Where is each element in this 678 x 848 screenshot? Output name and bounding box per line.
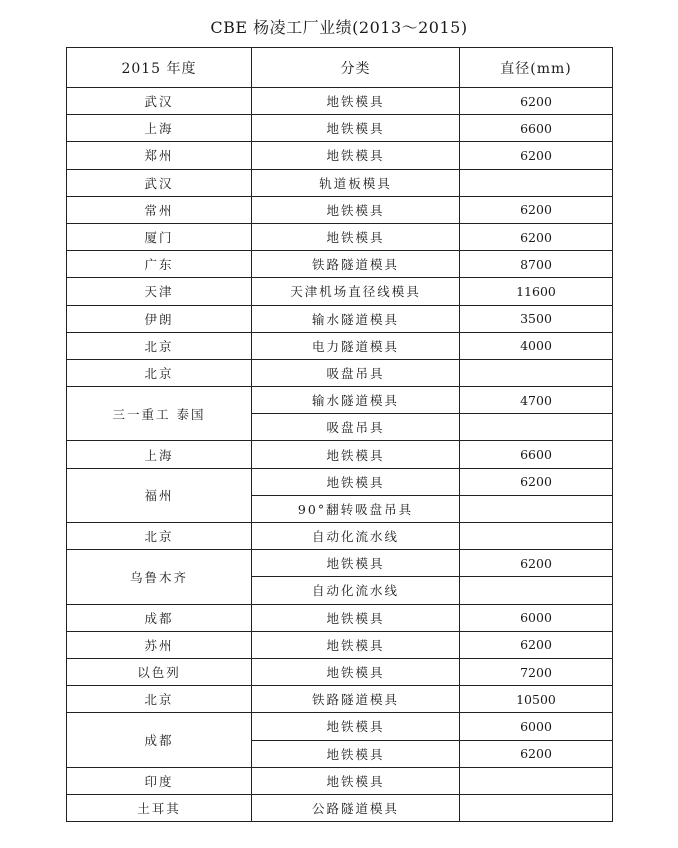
cell-diameter: 6200	[460, 740, 613, 767]
table-row	[67, 305, 613, 332]
table-row	[67, 658, 613, 685]
cell-place: 武汉	[67, 88, 252, 115]
table-row	[67, 278, 613, 305]
cell-diameter	[460, 414, 613, 441]
cell-category: 铁路隧道模具	[252, 686, 460, 713]
header-category: 分类	[252, 48, 460, 88]
document-title: CBE 杨凌工厂业绩(2013～2015)	[210, 18, 468, 37]
cell-diameter: 8700	[460, 251, 613, 278]
cell-category: 电力隧道模具	[252, 332, 460, 359]
cell-diameter	[460, 523, 613, 550]
cell-category: 输水隧道模具	[252, 387, 460, 414]
cell-place: 武汉	[67, 169, 252, 196]
cell-diameter: 6200	[460, 468, 613, 495]
table-row	[67, 169, 613, 196]
cell-category: 地铁模具	[252, 713, 460, 740]
cell-place: 苏州	[67, 631, 252, 658]
cell-place: 北京	[67, 332, 252, 359]
cell-place: 伊朗	[67, 305, 252, 332]
table-row	[67, 359, 613, 386]
cell-place: 北京	[67, 686, 252, 713]
performance-table	[66, 47, 613, 822]
cell-category: 地铁模具	[252, 767, 460, 794]
cell-place: 福州	[67, 468, 252, 522]
cell-category: 吸盘吊具	[252, 414, 460, 441]
cell-category: 地铁模具	[252, 550, 460, 577]
cell-category: 地铁模具	[252, 115, 460, 142]
cell-category: 天津机场直径线模具	[252, 278, 460, 305]
table-body	[67, 88, 613, 822]
table-row	[67, 767, 613, 794]
cell-category: 地铁模具	[252, 740, 460, 767]
table-row	[67, 115, 613, 142]
cell-diameter: 6200	[460, 88, 613, 115]
cell-category: 地铁模具	[252, 142, 460, 169]
cell-category: 地铁模具	[252, 468, 460, 495]
cell-place: 土耳其	[67, 794, 252, 821]
cell-place: 广东	[67, 251, 252, 278]
cell-diameter: 3500	[460, 305, 613, 332]
cell-diameter: 6200	[460, 196, 613, 223]
table-row	[67, 468, 613, 495]
table-row	[67, 251, 613, 278]
cell-diameter: 6600	[460, 115, 613, 142]
cell-category: 地铁模具	[252, 604, 460, 631]
table-row	[67, 604, 613, 631]
cell-diameter: 6200	[460, 631, 613, 658]
table-header	[67, 48, 613, 88]
cell-diameter	[460, 794, 613, 821]
cell-place: 北京	[67, 523, 252, 550]
cell-place: 北京	[67, 359, 252, 386]
table-row	[67, 713, 613, 740]
table-row	[67, 441, 613, 468]
header-year: 2015 年度	[67, 48, 252, 88]
cell-place: 上海	[67, 441, 252, 468]
cell-category: 地铁模具	[252, 223, 460, 250]
cell-category: 90°翻转吸盘吊具	[252, 495, 460, 522]
cell-diameter: 6200	[460, 142, 613, 169]
cell-place: 厦门	[67, 223, 252, 250]
cell-place: 郑州	[67, 142, 252, 169]
cell-place: 常州	[67, 196, 252, 223]
cell-category: 地铁模具	[252, 658, 460, 685]
cell-category: 公路隧道模具	[252, 794, 460, 821]
table-row	[67, 523, 613, 550]
cell-place: 印度	[67, 767, 252, 794]
cell-diameter: 6000	[460, 713, 613, 740]
cell-diameter: 6000	[460, 604, 613, 631]
header-diameter: 直径(mm)	[460, 48, 613, 88]
cell-diameter	[460, 767, 613, 794]
table-row	[67, 686, 613, 713]
cell-category: 自动化流水线	[252, 577, 460, 604]
cell-diameter	[460, 495, 613, 522]
cell-category: 地铁模具	[252, 88, 460, 115]
cell-diameter	[460, 577, 613, 604]
table-row	[67, 196, 613, 223]
table-row	[67, 387, 613, 414]
cell-place: 天津	[67, 278, 252, 305]
cell-place: 三一重工 泰国	[67, 387, 252, 441]
cell-place: 成都	[67, 713, 252, 767]
table-row	[67, 794, 613, 821]
cell-category: 地铁模具	[252, 196, 460, 223]
cell-category: 吸盘吊具	[252, 359, 460, 386]
cell-diameter: 6600	[460, 441, 613, 468]
cell-place: 成都	[67, 604, 252, 631]
table-row	[67, 88, 613, 115]
cell-diameter: 4000	[460, 332, 613, 359]
cell-category: 输水隧道模具	[252, 305, 460, 332]
cell-diameter: 7200	[460, 658, 613, 685]
cell-diameter	[460, 169, 613, 196]
cell-category: 自动化流水线	[252, 523, 460, 550]
table-row	[67, 332, 613, 359]
cell-place: 上海	[67, 115, 252, 142]
cell-diameter	[460, 359, 613, 386]
cell-diameter: 6200	[460, 550, 613, 577]
header-row	[67, 48, 613, 88]
cell-category: 地铁模具	[252, 631, 460, 658]
table-row	[67, 631, 613, 658]
cell-diameter: 6200	[460, 223, 613, 250]
cell-diameter: 4700	[460, 387, 613, 414]
table-row	[67, 550, 613, 577]
cell-diameter: 10500	[460, 686, 613, 713]
table-row	[67, 223, 613, 250]
cell-category: 地铁模具	[252, 441, 460, 468]
cell-diameter: 11600	[460, 278, 613, 305]
table-row	[67, 142, 613, 169]
cell-category: 轨道板模具	[252, 169, 460, 196]
cell-place: 以色列	[67, 658, 252, 685]
cell-category: 铁路隧道模具	[252, 251, 460, 278]
cell-place: 乌鲁木齐	[67, 550, 252, 604]
